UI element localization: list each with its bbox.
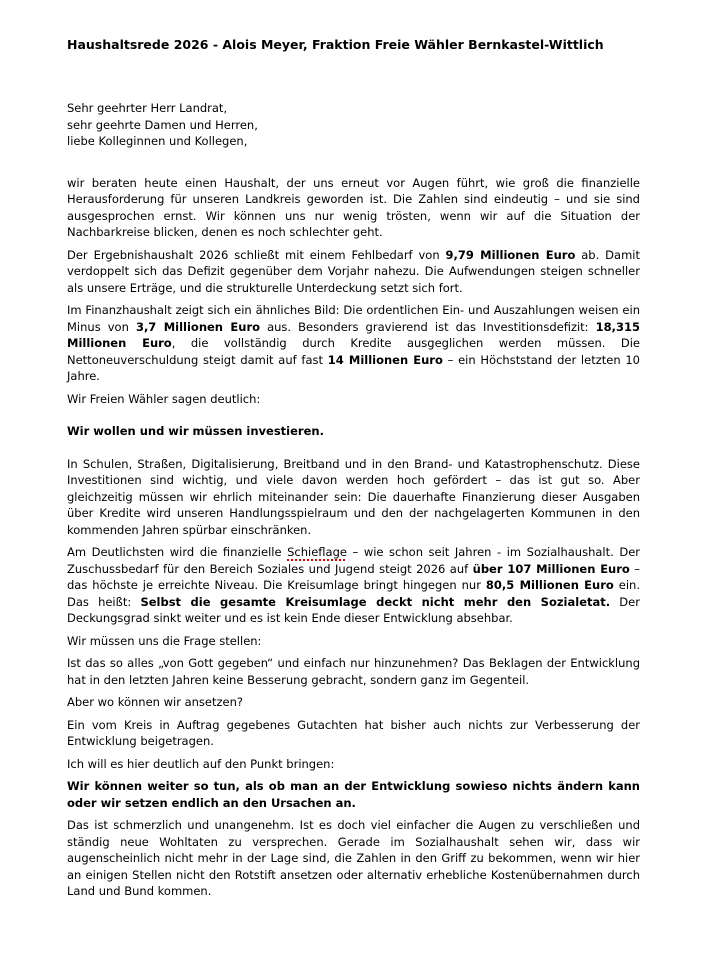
text-run: Ich will es hier deutlich auf den Punkt bringen: — [67, 756, 335, 771]
bold-text-run: 18,315 Millionen Euro — [67, 319, 641, 350]
text-run: – wie schon seit Jahren - im Sozialhaushalt. Der Zuschussbedarf für den Bereich Soziales und Jugend steigt 2026 auf — [67, 545, 640, 576]
paragraph-finanzhaushalt — [67, 302, 640, 385]
text-run: Wir Freien Wähler sagen deutlich: — [67, 391, 261, 406]
paragraph-punkt-bringen — [67, 756, 640, 773]
paragraph-sozialhaushalt — [67, 544, 640, 627]
text-run: Im Finanzhaushalt zeigt sich ein ähnliches Bild: Die ordentlichen Ein- und Auszahlungen weisen ein Minus von — [67, 303, 640, 334]
paragraph-gutachten — [67, 717, 640, 750]
text-run: Ist das so alles „von Gott gegeben“ und einfach nur hinzunehmen? Das Beklagen der Entwicklung hat in den letzten Jahren keine Besserung gebracht, sondern ganz im Gegenteil. — [67, 656, 640, 687]
bold-text-run: Wir können weiter so tun, als ob man an der Entwicklung sowieso nichts ändern kann oder wir setzen endlich an den Ursachen an. — [67, 779, 640, 810]
paragraph-ansetzen — [67, 694, 640, 711]
text-run: Aber wo können wir ansetzen? — [67, 695, 244, 709]
text-run: ein. Das heißt: — [67, 578, 640, 609]
salutation — [67, 100, 640, 150]
paragraph-intro — [67, 175, 640, 241]
text-run: Das ist schmerzlich und unangenehm. Ist es doch viel einfacher die Augen zu verschließen und ständig neue Wohltaten zu versprechen. Gerade im Sozialhaushalt sehen wir, dass wir augenscheinlich nicht mehr in der Lage sind, die Zahlen in den Griff zu bekommen, wenn wir hier an einigen Stellen nicht den Rotstift ansetzen oder alternativ erhebliche Kostenübernahmen durch Land und Bund kommen. — [67, 818, 640, 898]
salutation-line: sehr geehrte Damen und Herren, — [67, 117, 258, 132]
text-run: wir beraten heute einen Haushalt, der uns erneut vor Augen führt, wie groß die finanzielle Herausforderung für unseren Landkreis geworden ist. Die Zahlen sind eindeutig – und sie sind ausgesprochen ernst. Wir können uns nur wenig trösten, wenn wir auf die Situation der Nachbarkreise blicken, denen es noch schlechter geht. — [67, 175, 640, 239]
paragraph-ergebnishaushalt — [67, 247, 640, 297]
salutation-line: Sehr geehrter Herr Landrat, — [67, 101, 228, 115]
text-run: Am Deutlichsten wird die finanzielle — [67, 545, 288, 559]
paragraph-frage-stellen — [67, 633, 640, 650]
text-run: Ein vom Kreis in Auftrag gegebenes Gutachten hat bisher auch nichts zur Verbesserung der Entwicklung beigetragen. — [67, 717, 640, 748]
bold-text-run: Wir wollen und wir müssen investieren. — [67, 424, 324, 438]
paragraph-gott-gegeben — [67, 655, 640, 688]
document-title-text: Haushaltsrede 2026 - Alois Meyer, Fraktion Freie Wähler Bernkastel-Wittlich — [67, 37, 604, 52]
text-run: Der Ergebnishaushalt 2026 schließt mit einem Fehlbedarf von — [67, 247, 446, 262]
text-run: – ein Höchststand der letzten 10 Jahre. — [67, 352, 640, 383]
text-run: In Schulen, Straßen, Digitalisierung, Breitband und in den Brand- und Katastrophenschutz. Diese Investitionen sind wichtig, und viele davon werden hoch gefördert – das ist gut so. Aber gleichzeitig müssen wir ehrlich miteinander sein: Die dauerhafte Finanzierung dieser Ausgaben über Kredite wird unseren Handlungsspielraum und den der nachgelagerten Kommunen in den kommenden Jahren spürbar einschränken. — [67, 456, 640, 537]
bold-text-run: Selbst die gesamte Kreisumlage deckt nicht mehr den Sozialetat. — [140, 594, 611, 609]
text-run: Der Deckungsgrad sinkt weiter und es ist kein Ende dieser Entwicklung absehbar. — [67, 594, 640, 625]
text-run: aus. Besonders gravierend ist das Investitionsdefizit: — [260, 319, 596, 334]
text-run: Wir müssen uns die Frage stellen: — [67, 633, 262, 648]
misspelled-word: Schieflage — [287, 545, 347, 559]
paragraph-investieren — [67, 423, 640, 440]
paragraph-schulen — [67, 456, 640, 539]
bold-text-run: 80,5 Millionen Euro — [485, 578, 614, 592]
paragraph-weiter-so — [67, 778, 640, 811]
paragraph-sagen-deutlich — [67, 391, 640, 408]
salutation-line: liebe Kolleginnen und Kollegen, — [67, 134, 248, 148]
bold-text-run: 14 Millionen Euro — [327, 352, 443, 367]
document-title — [67, 36, 640, 53]
text-run: – das höchste je erreichte Niveau. Die Kreisumlage bringt hingegen nur — [67, 561, 641, 592]
bold-text-run: 3,7 Millionen Euro — [135, 319, 261, 334]
text-run: , die vollständig durch Kredite ausgeglichen werden müssen. Die Nettoneuverschuldung steigt damit auf fast — [67, 336, 640, 367]
text-run: ab. Damit verdoppelt sich das Defizit gegenüber dem Vorjahr nahezu. Die Aufwendungen steigen schneller als unsere Erträge, und die strukturelle Unterdeckung setzt sich fort. — [67, 247, 640, 295]
bold-text-run: 9,79 Millionen Euro — [445, 247, 576, 262]
bold-text-run: über 107 Millionen Euro — [472, 561, 630, 576]
paragraph-schmerzlich — [67, 817, 640, 900]
